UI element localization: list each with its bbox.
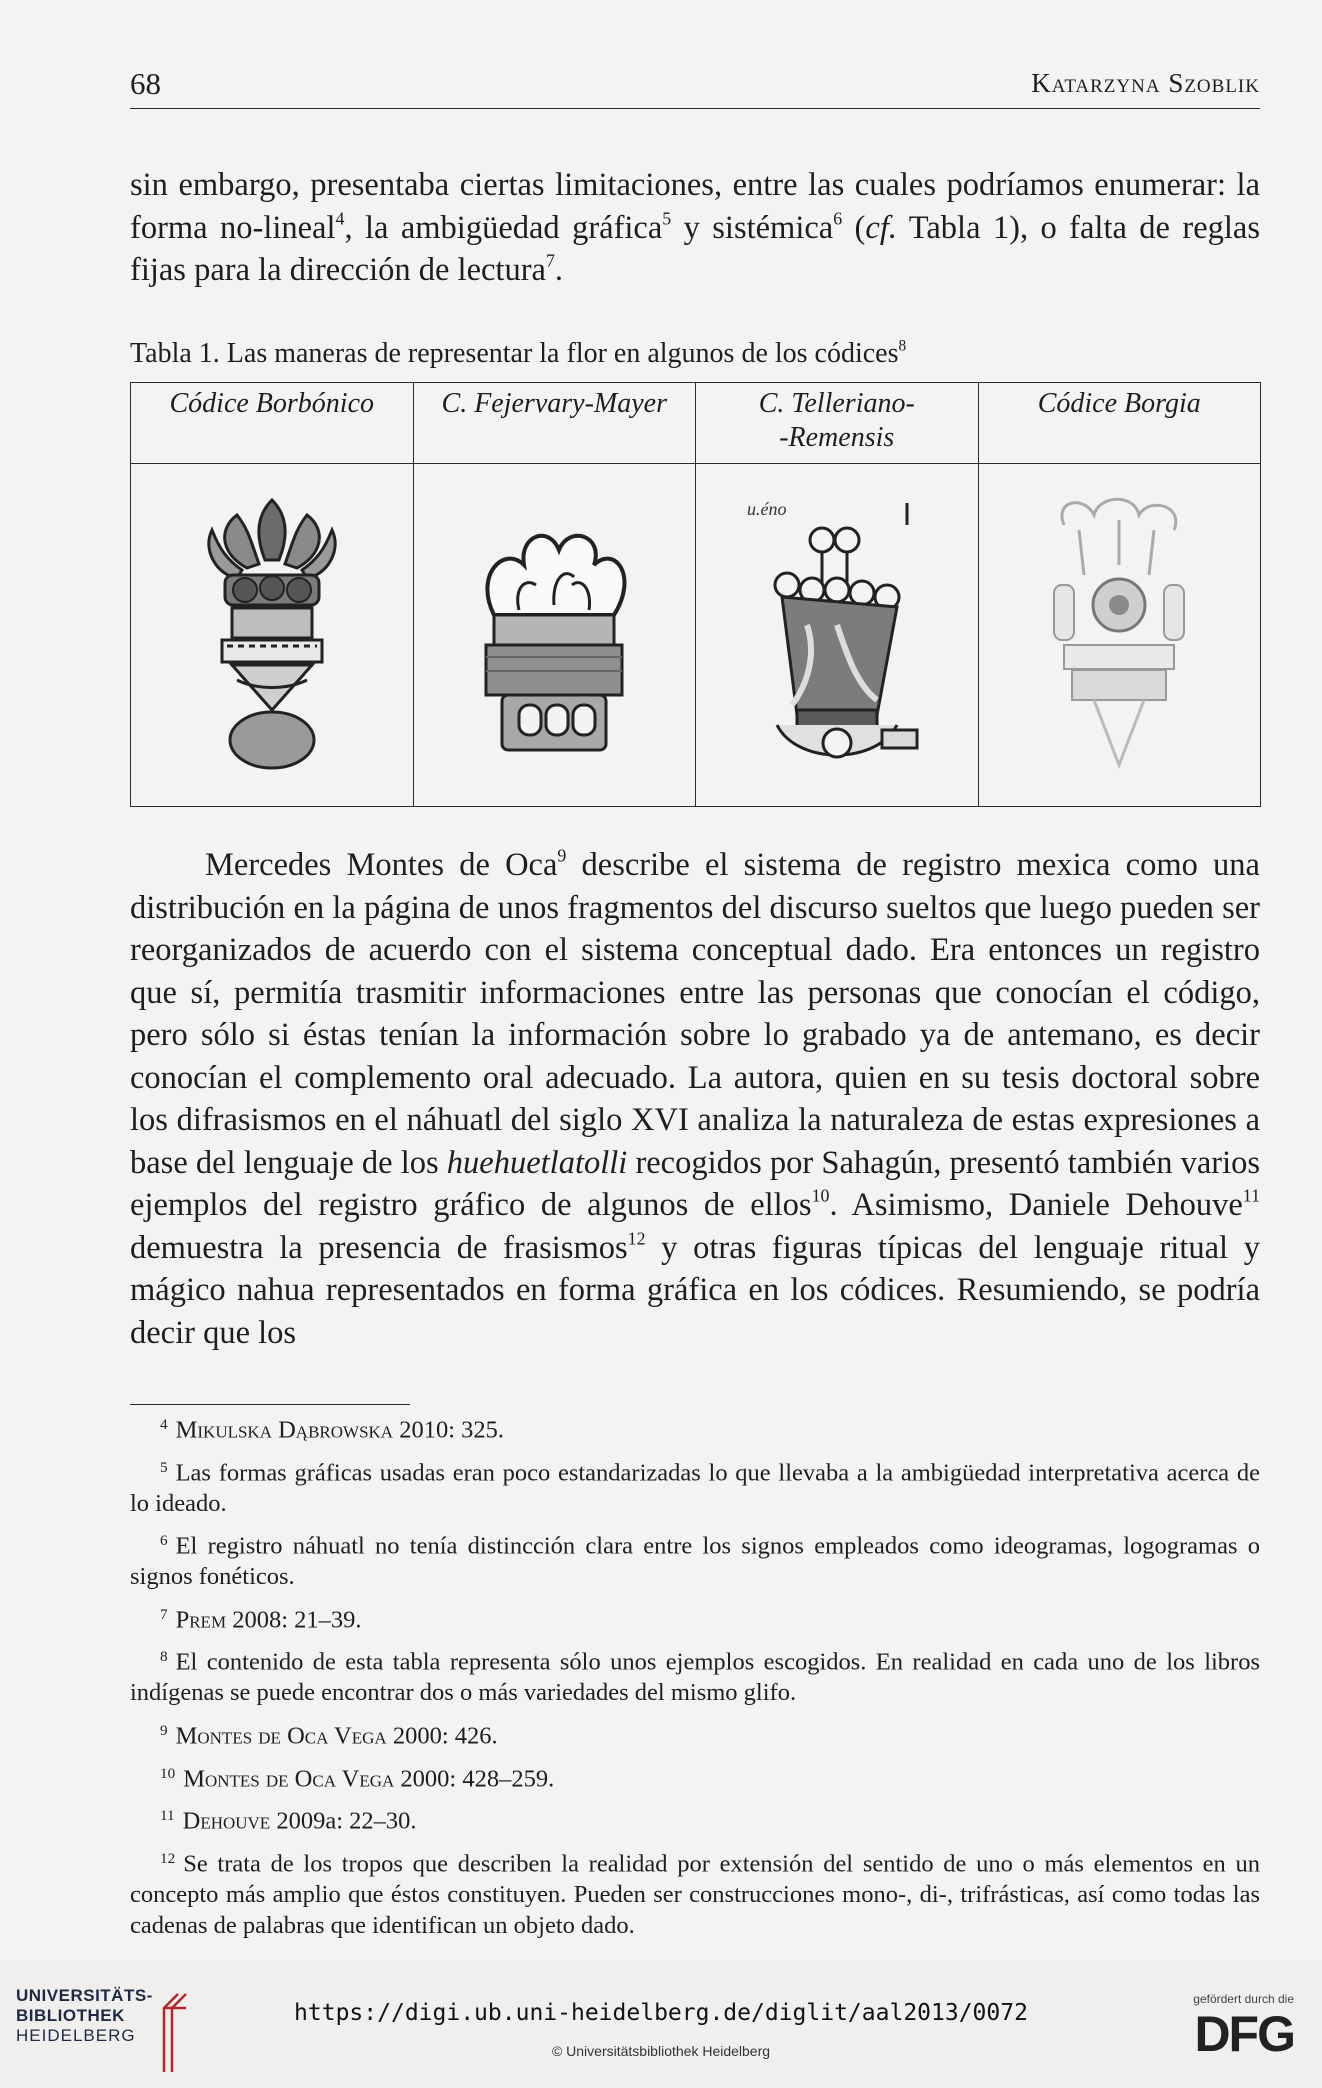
footnote-7: $^7$ Prem 2008: 21–39. [160, 1605, 362, 1633]
col-fejervary-mayer: C. Fejervary-Mayer [413, 383, 696, 464]
paragraph-1: sin embargo, presentaba ciertas limitaciones, entre las cuales podríamos enumerar: la forma no-lineal$^4$, la ambigüedad gráfica$^5$ y sistémica$^6$ (cf. Tabla 1), o falta de reglas fijas para la dirección de lectura$^7$. [130, 167, 1260, 288]
cell-telleriano-remensis [696, 464, 979, 807]
footnote-ref-7[interactable]: 7 [545, 250, 555, 271]
footnotes [130, 1410, 1260, 1948]
col-telleriano-remensis: C. Telleriano- -Remensis [696, 383, 979, 464]
running-header [130, 66, 1260, 109]
footnote-10: $^{10}$ Montes de Oca Vega 2000: 428–259. [160, 1764, 555, 1792]
page-number: 68 [130, 66, 161, 101]
telleriano-gloss: u.éno [746, 499, 787, 519]
running-head-author: Katarzyna Szoblik [1031, 68, 1260, 98]
footnote-ref-11[interactable]: 11 [1242, 1185, 1260, 1206]
borbonico-flower-glyph [197, 490, 347, 780]
cell-borbonico [131, 464, 414, 807]
footnote-11: $^{11}$ Dehouve 2009a: 22–30. [160, 1807, 417, 1835]
col-borgia: Códice Borgia [978, 383, 1261, 464]
footnote-rule [130, 1404, 410, 1405]
footnote-ref-12[interactable]: 12 [627, 1228, 646, 1249]
codex-flower-table [130, 382, 1261, 807]
telleriano-remensis-flower-glyph [737, 485, 937, 785]
copyright-notice: © Universitätsbibliothek Heidelberg [551, 2043, 771, 2059]
dfg-logo[interactable]: gefördert durch die DFG [1193, 1992, 1294, 2062]
footnote-8: $^8$ El contenido de esta tabla representa sólo unos ejemplos escogidos. En realidad en cada uno de los libros indígenas se puede encontrar dos o más variedades del mismo glifo. [130, 1648, 1260, 1707]
permalink-url[interactable]: https://digi.ub.uni-heidelberg.de/diglit/aal2013/0072 [294, 2000, 1028, 2026]
col-borbonico: Códice Borbónico [131, 383, 414, 464]
footnote-12: $^{12}$ Se trata de los tropos que describen la realidad por extensión del sentido de uno o más elementos en un concepto más amplio que éstos constituyen. Pueden ser construcciones mono-, di-, trifrásticas, así como todas las cadenas de palabras que identifican un objeto dado. [130, 1850, 1260, 1939]
table-caption: Tabla 1. Las maneras de representar la flor en algunos de los códices$^8$ [130, 337, 907, 369]
table-image-row [131, 464, 1261, 807]
footnote-ref-10[interactable]: 10 [811, 1185, 830, 1206]
cell-borgia [978, 464, 1261, 807]
footnote-ref-9[interactable]: 9 [557, 845, 567, 866]
borgia-flower-glyph [1024, 485, 1214, 785]
heidelberg-library-logo[interactable]: UNIVERSITÄTS- BIBLIOTHEK HEIDELBERG [16, 1986, 206, 2076]
cell-fejervary-mayer [413, 464, 696, 807]
footnote-5: $^5$ Las formas gráficas usadas eran poco estandarizadas lo que llevaba a la ambigüedad interpretativa acerca de lo ideado. [130, 1458, 1260, 1517]
table-header-row [131, 383, 1261, 464]
footnote-4: $^4$ Mikulska Dąbrowska 2010: 325. [160, 1416, 505, 1444]
footnote-ref-4[interactable]: 4 [335, 208, 345, 229]
footnote-ref-5[interactable]: 5 [662, 208, 672, 229]
footnote-9: $^9$ Montes de Oca Vega 2000: 426. [160, 1721, 498, 1750]
footnote-ref-6[interactable]: 6 [833, 208, 843, 229]
digitization-footer [0, 1960, 1322, 2088]
footnote-6: $^6$ El registro náhuatl no tenía distincción clara entre los signos empleados como ideogramas, logogramas o signos fonéticos. [130, 1532, 1260, 1591]
fejervary-mayer-flower-glyph [464, 505, 644, 765]
footnote-ref-8[interactable]: 8 [898, 337, 907, 355]
paragraph-2: Mercedes Montes de Oca$^9$ describe el sistema de registro mexica como una distribución en la página de unos fragmentos del discurso sueltos que luego pueden ser reorganizados de acuerdo con el sistema conceptual dado. Era entonces un registro que sí, permitía trasmitir informaciones entre las personas que conocían el código, pero sólo si éstas tenían la información sobre lo grabado ya de antemano, es decir conocían el complemento oral adecuado. La autora, quien en su tesis doctoral sobre los difrasismos en el náhuatl del siglo XVI analiza la naturaleza de estas expresiones a base del lenguaje de los huehuetlatolli recogidos por Sahagún, presentó también varios ejemplos del registro gráfico de algunos de ellos$^{10}$. Asimismo, Daniele Dehouve$^{11}$ demuestra la presencia de frasismos$^{12}$ y otras figuras típicas del lenguaje ritual y mágico nahua representados en forma gráfica en los códices. Resumiendo, se podría decir que los [130, 845, 1261, 1351]
